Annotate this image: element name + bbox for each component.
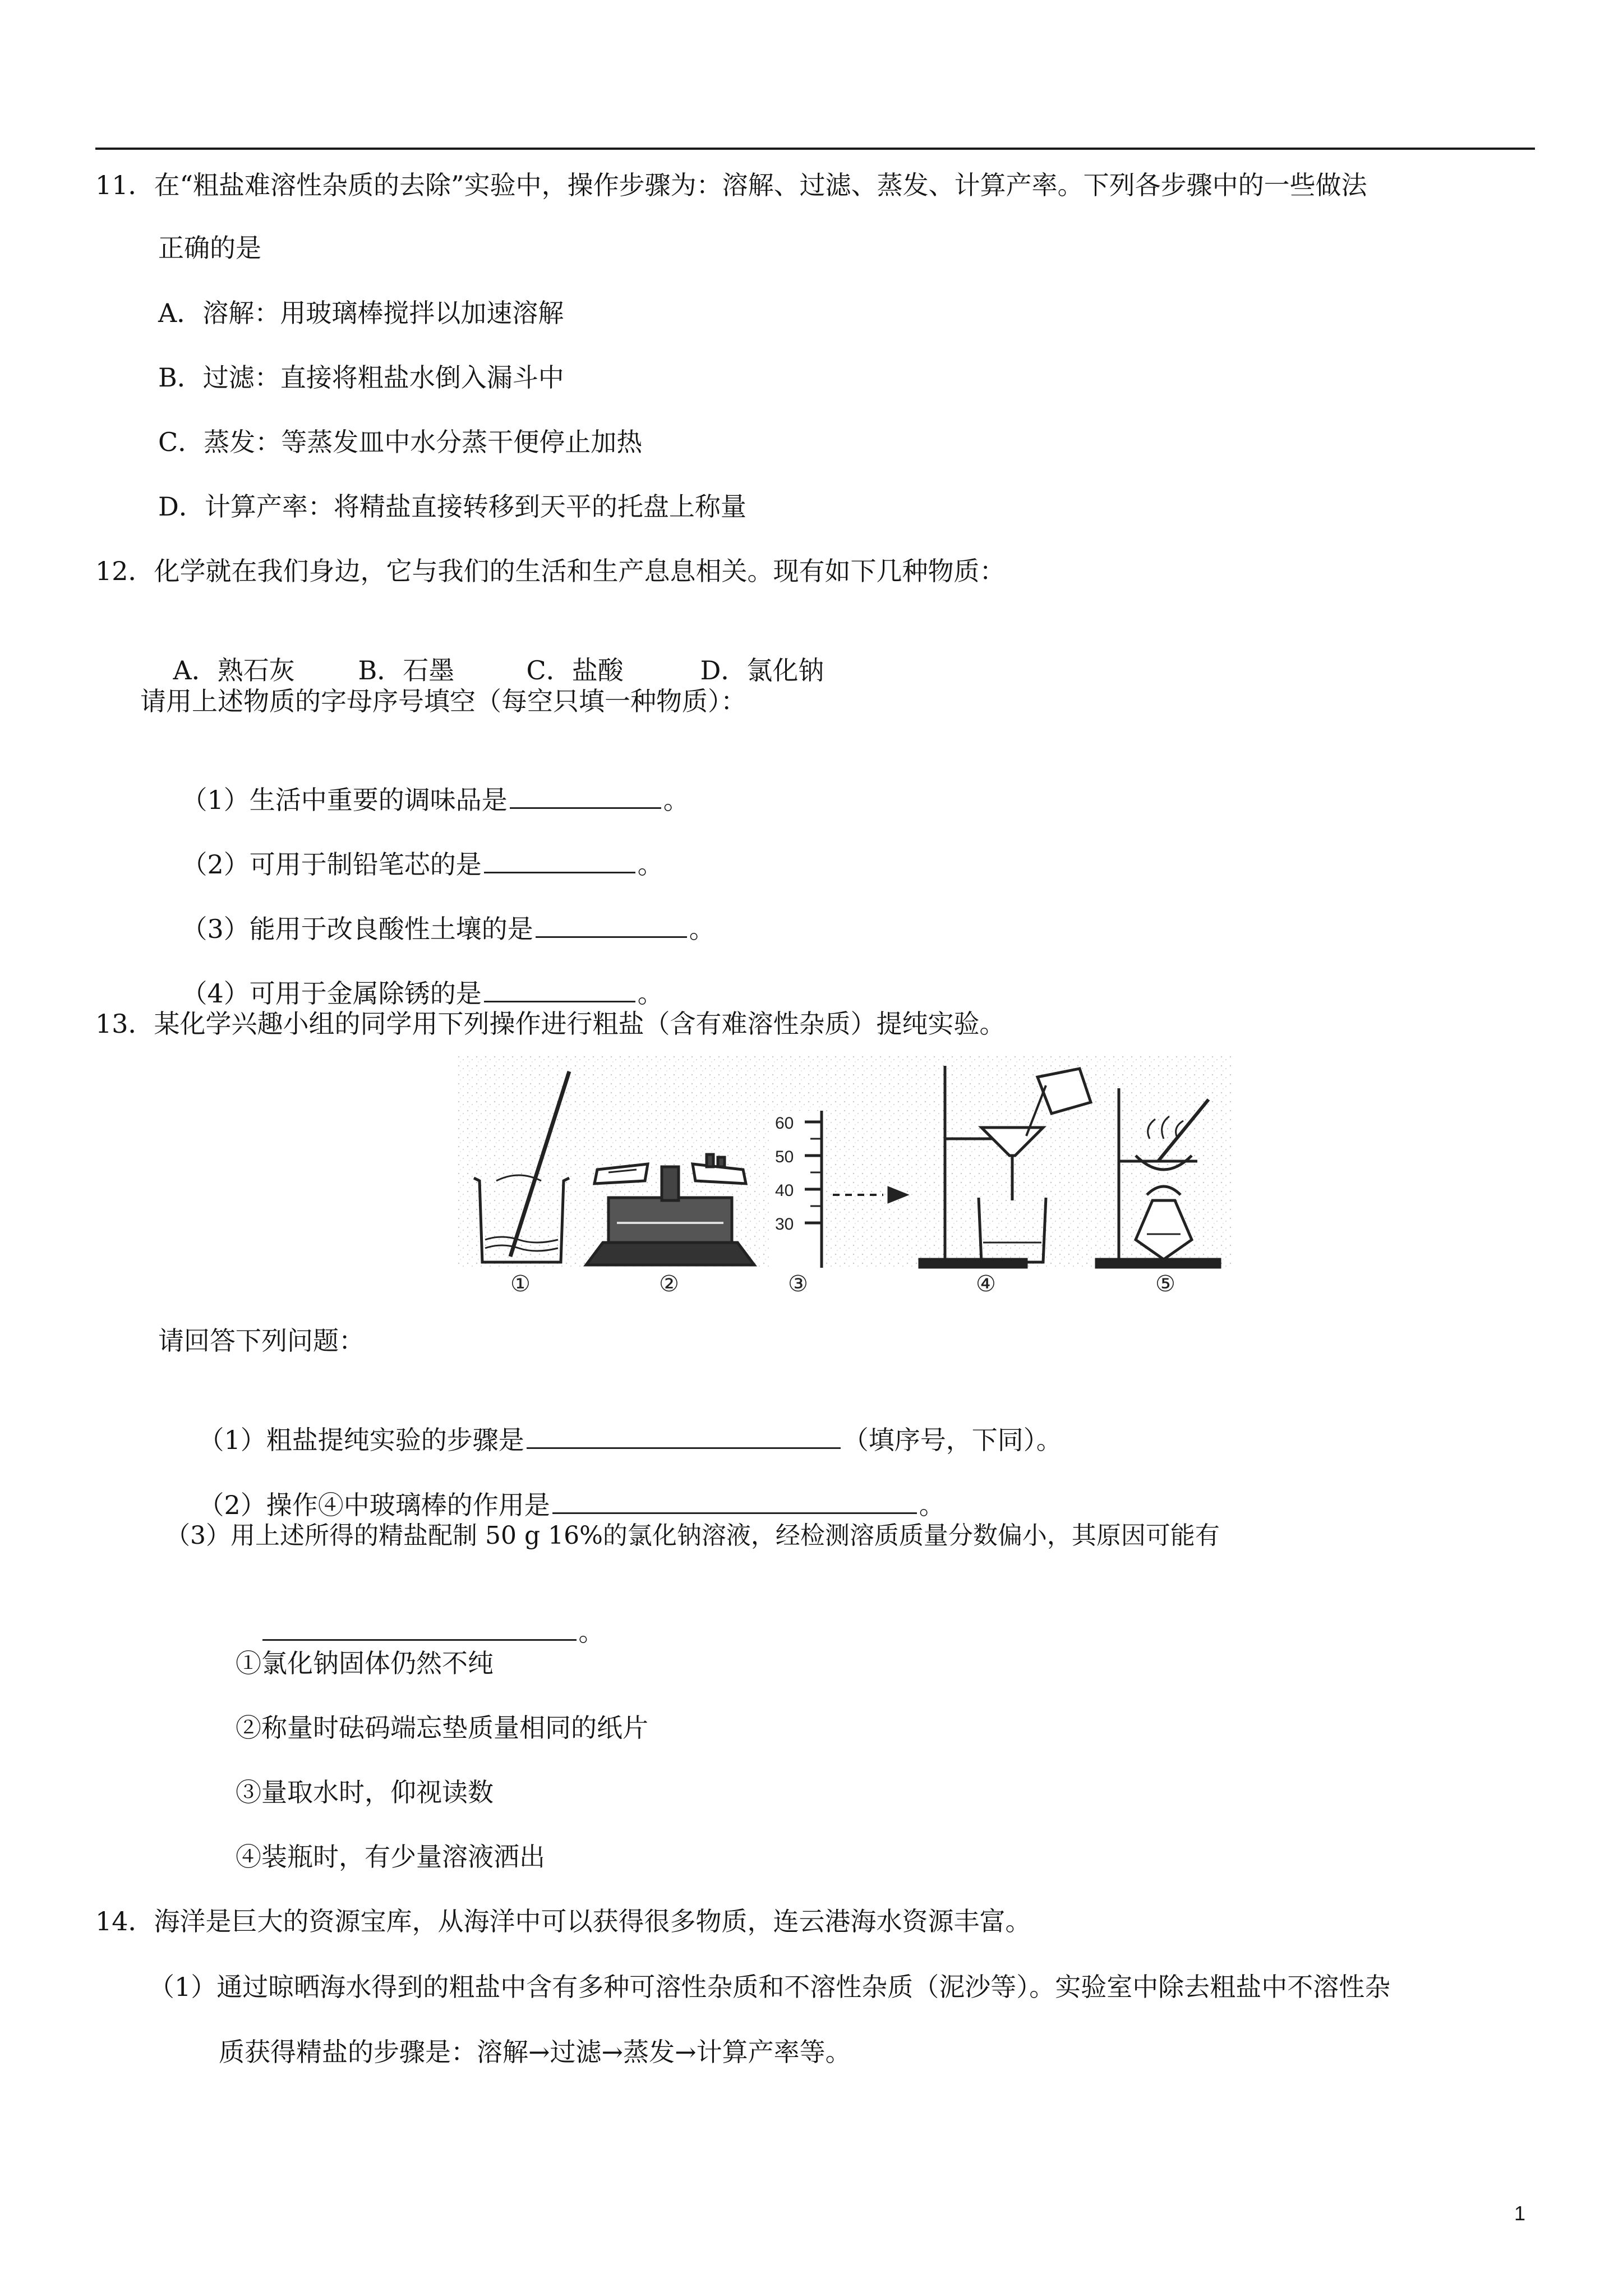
q12-item-1-text: （1）生活中重要的调味品是 [181,785,508,815]
q13-item-2-end: 。 [919,1490,945,1520]
q13-stem: 13．某化学兴趣小组的同学用下列操作进行粗盐（含有难溶性杂质）提纯实验。 [95,1009,1006,1039]
q12-item-1-end: 。 [663,785,689,815]
q13-reason-1: ①氯化钠固体仍然不纯 [236,1648,494,1678]
figure-background [457,1055,1231,1268]
q13-item-1-blank[interactable] [527,1423,841,1449]
figure-label-1: ① [510,1271,531,1296]
q14-item-1-line2: 质获得精盐的步骤是：溶解→过滤→蒸发→计算产率等。 [219,2037,851,2067]
q12-item-2-text: （2）可用于制铅笔芯的是 [181,849,482,880]
cylinder-scale-50: 50 [775,1148,794,1166]
balance-icon [586,1154,754,1265]
q12-choice-a: A．熟石灰 [173,655,295,685]
q12-item-3-text: （3）能用于改良酸性土壤的是 [181,914,533,944]
header-rule [95,148,1535,150]
q13-item-1-text: （1）粗盐提纯实验的步骤是 [198,1425,524,1455]
cylinder-scale-40: 40 [775,1181,794,1200]
page-number: 1 [1514,2202,1526,2225]
q11-stem-line2: 正确的是 [158,233,261,263]
q11-option-b: B．过滤：直接将粗盐水倒入漏斗中 [158,362,564,393]
q13-reason-3: ③量取水时，仰视读数 [236,1777,494,1807]
q13-item-1-end: （填序号，下同）。 [842,1425,1062,1455]
figure-label-5: ⑤ [1155,1271,1175,1296]
figure-label-3: ③ [788,1271,808,1296]
figure-label-4: ④ [976,1271,996,1296]
q12-choice-c: C．盐酸 [526,655,624,685]
q13-item-3-blank[interactable] [262,1614,577,1641]
q12-item-3-blank[interactable] [536,912,687,938]
q12-item-4-blank[interactable] [484,976,635,1002]
q12-item-3-end: 。 [689,914,715,944]
q13-item-2-blank[interactable] [552,1488,917,1514]
q12-choice-b: B．石墨 [358,655,455,685]
q13-item-2-text: （2）操作④中玻璃棒的作用是 [198,1490,550,1520]
q13-item-3-end: 。 [578,1617,605,1647]
q13-item-3: （3）用上述所得的精盐配制 50 g 16%的氯化钠溶液，经检测溶质质量分数偏小，其原因可能有 [165,1521,1220,1550]
q12-item-4-text: （4）可用于金属除锈的是 [181,978,482,1009]
q12-stem: 12．化学就在我们身边，它与我们的生活和生产息息相关。现有如下几种物质： [95,556,1006,586]
q11-option-d: D．计算产率：将精盐直接转移到天平的托盘上称量 [158,491,746,522]
figure-label-2: ② [659,1271,679,1296]
q11-option-c: C．蒸发：等蒸发皿中水分蒸干便停止加热 [158,427,643,457]
q14-stem: 14．海洋是巨大的资源宝库，从海洋中可以获得很多物质，连云港海水资源丰富。 [95,1906,1031,1936]
q13-prompt: 请回答下列问题： [158,1326,365,1356]
q11-stem-line1: 11．在“粗盐难溶性杂质的去除”实验中，操作步骤为：溶解、过滤、蒸发、计算产率。下列各步骤中的一些做法 [95,170,1367,200]
q13-reason-4: ④装瓶时，有少量溶液洒出 [236,1842,545,1872]
q14-item-1-line1: （1）通过晾晒海水得到的粗盐中含有多种可溶性杂质和不溶性杂质（泥沙等）。实验室中除去粗盐中不溶性杂 [149,1972,1391,2002]
q12-item-1-blank[interactable] [510,783,661,809]
q12-choice-d: D．氯化钠 [700,655,824,685]
q12-item-2-end: 。 [637,849,663,880]
cylinder-scale-30: 30 [775,1215,794,1234]
cylinder-scale-60: 60 [775,1114,794,1133]
q13-reason-2: ②称量时砝码端忘垫质量相同的纸片 [236,1713,648,1743]
q12-item-2-blank[interactable] [484,847,635,873]
q12-item-4-end: 。 [637,978,663,1009]
q11-option-a: A．溶解：用玻璃棒搅拌以加速溶解 [158,298,564,328]
apparatus-figure [457,1055,1231,1296]
q12-instruction: 请用上述物质的字母序号填空（每空只填一种物质）： [140,686,746,716]
